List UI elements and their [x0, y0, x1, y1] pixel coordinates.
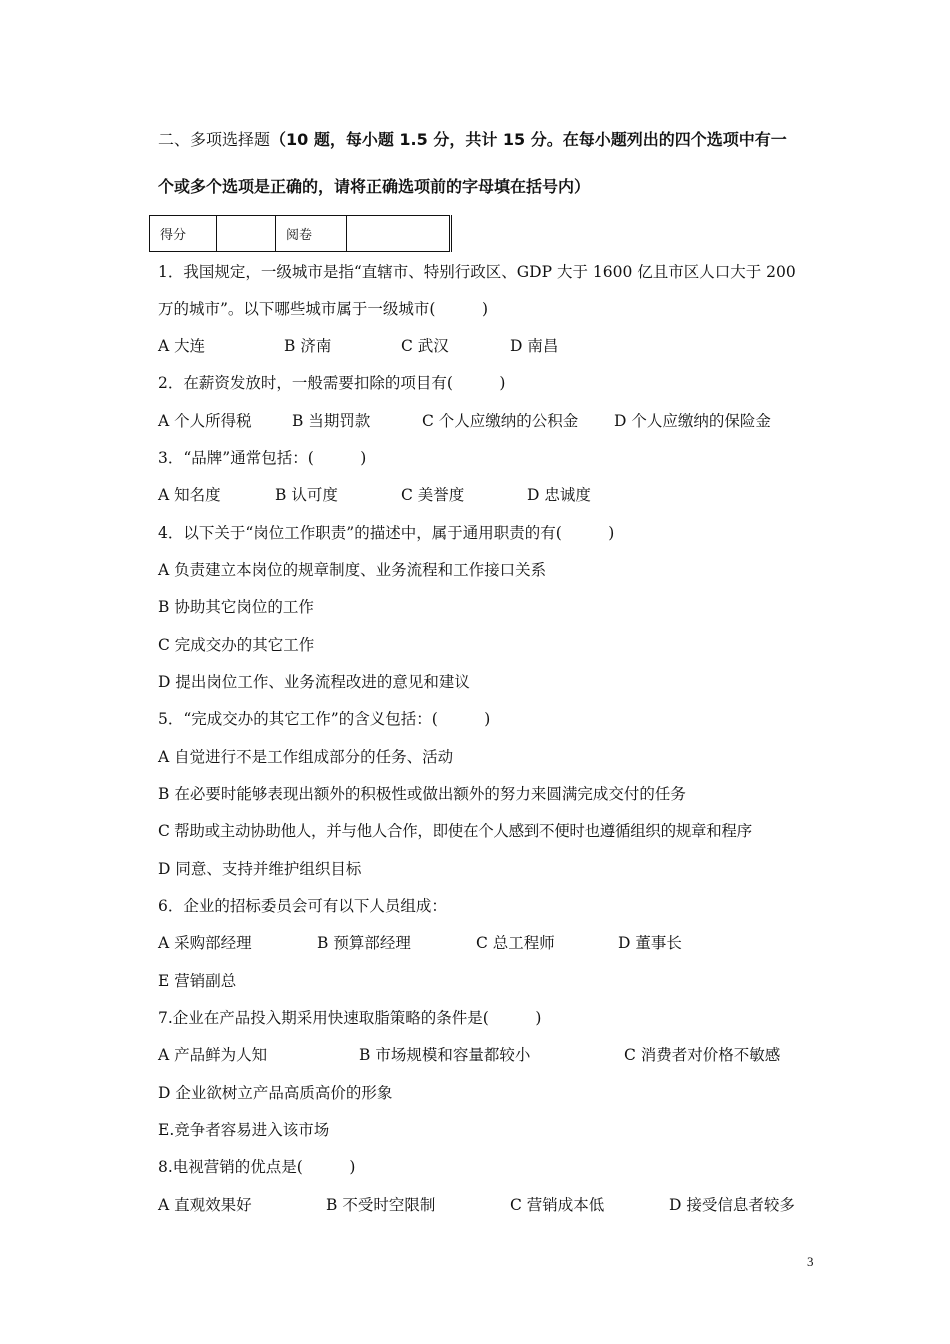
- question-2-stem: 2．在薪资发放时，一般需要扣除的项目有( ): [158, 374, 506, 392]
- option-c[interactable]: C 营销成本低: [510, 1196, 605, 1214]
- review-label: 阅卷: [276, 216, 347, 252]
- section-title-instructions: （10 题，每小题 1.5 分，共计 15 分。在每小题列出的四个选项中有一: [270, 130, 787, 149]
- option-b[interactable]: B 当期罚款: [292, 412, 371, 430]
- question-7-option-e[interactable]: E.竞争者容易进入该市场: [158, 1121, 330, 1139]
- question-4-option-d[interactable]: D 提出岗位工作、业务流程改进的意见和建议: [158, 673, 470, 691]
- question-5-option-b[interactable]: B 在必要时能够表现出额外的积极性或做出额外的努力来圆满完成交付的任务: [158, 785, 686, 803]
- question-6-stem: 6．企业的招标委员会可有以下人员组成：: [158, 897, 447, 915]
- question-8-stem: 8.电视营销的优点是( ): [158, 1158, 356, 1176]
- option-d[interactable]: D 忠诚度: [527, 486, 591, 504]
- score-field[interactable]: [217, 216, 276, 252]
- option-c[interactable]: C 总工程师: [476, 934, 555, 952]
- option-d[interactable]: D 个人应缴纳的保险金: [614, 412, 771, 430]
- score-table: [149, 215, 452, 252]
- question-5-option-a[interactable]: A 自觉进行不是工作组成部分的任务、活动: [158, 748, 454, 766]
- question-3-options: [158, 485, 818, 505]
- question-6-option-e[interactable]: E 营销副总: [158, 972, 237, 990]
- question-7-option-d[interactable]: D 企业欲树立产品高质高价的形象: [158, 1084, 393, 1102]
- option-c[interactable]: C 美誉度: [401, 486, 465, 504]
- option-c[interactable]: C 消费者对价格不敏感: [624, 1046, 781, 1064]
- section-title-plain: 二、多项选择题: [158, 130, 271, 149]
- option-b[interactable]: B 认可度: [275, 486, 338, 504]
- option-d[interactable]: D 接受信息者较多: [669, 1196, 795, 1214]
- option-a[interactable]: A 知名度: [158, 486, 221, 504]
- option-b[interactable]: B 预算部经理: [317, 934, 411, 952]
- question-3-stem: 3．“品牌”通常包括：( ): [158, 449, 367, 467]
- option-a[interactable]: A 大连: [158, 337, 206, 355]
- question-4-option-c[interactable]: C 完成交办的其它工作: [158, 636, 315, 654]
- question-2-options: [158, 411, 818, 431]
- option-d[interactable]: D 董事长: [618, 934, 682, 952]
- question-7-stem: 7.企业在产品投入期采用快速取脂策略的条件是( ): [158, 1009, 542, 1027]
- option-b[interactable]: B 济南: [284, 337, 332, 355]
- question-4-option-a[interactable]: A 负责建立本岗位的规章制度、业务流程和工作接口关系: [158, 561, 547, 579]
- option-b[interactable]: B 市场规模和容量都较小: [359, 1046, 531, 1064]
- option-a[interactable]: A 个人所得税: [158, 412, 252, 430]
- question-1-options: [158, 336, 818, 356]
- question-1-stem-line2: 万的城市”。以下哪些城市属于一级城市( ): [158, 300, 489, 318]
- question-1-stem-line1: 1．我国规定，一级城市是指“直辖市、特别行政区、GDP 大于 1600 亿且市区人口大于 200: [158, 263, 796, 281]
- option-b[interactable]: B 不受时空限制: [326, 1196, 436, 1214]
- page-number: 3: [807, 1254, 814, 1269]
- review-field[interactable]: [347, 216, 451, 252]
- option-a[interactable]: A 直观效果好: [158, 1196, 252, 1214]
- option-a[interactable]: A 采购部经理: [158, 934, 252, 952]
- score-label: 得分: [150, 216, 217, 252]
- option-d[interactable]: D 南昌: [510, 337, 559, 355]
- option-c[interactable]: C 武汉: [401, 337, 449, 355]
- question-6-options: [158, 933, 818, 953]
- question-7-options: [158, 1045, 818, 1065]
- section-heading: [158, 130, 787, 150]
- question-8-options: [158, 1195, 818, 1215]
- option-c[interactable]: C 个人应缴纳的公积金: [422, 412, 579, 430]
- option-a[interactable]: A 产品鲜为人知: [158, 1046, 268, 1064]
- question-4-option-b[interactable]: B 协助其它岗位的工作: [158, 598, 314, 616]
- question-5-stem: 5．“完成交办的其它工作”的含义包括：( ): [158, 710, 491, 728]
- question-4-stem: 4．以下关于“岗位工作职责”的描述中，属于通用职责的有( ): [158, 524, 615, 542]
- section-title-line2: 个或多个选项是正确的，请将正确选项前的字母填在括号内）: [158, 177, 591, 196]
- question-5-option-c[interactable]: C 帮助或主动协助他人，并与他人合作，即使在个人感到不便时也遵循组织的规章和程序: [158, 822, 752, 840]
- question-5-option-d[interactable]: D 同意、支持并维护组织目标: [158, 860, 362, 878]
